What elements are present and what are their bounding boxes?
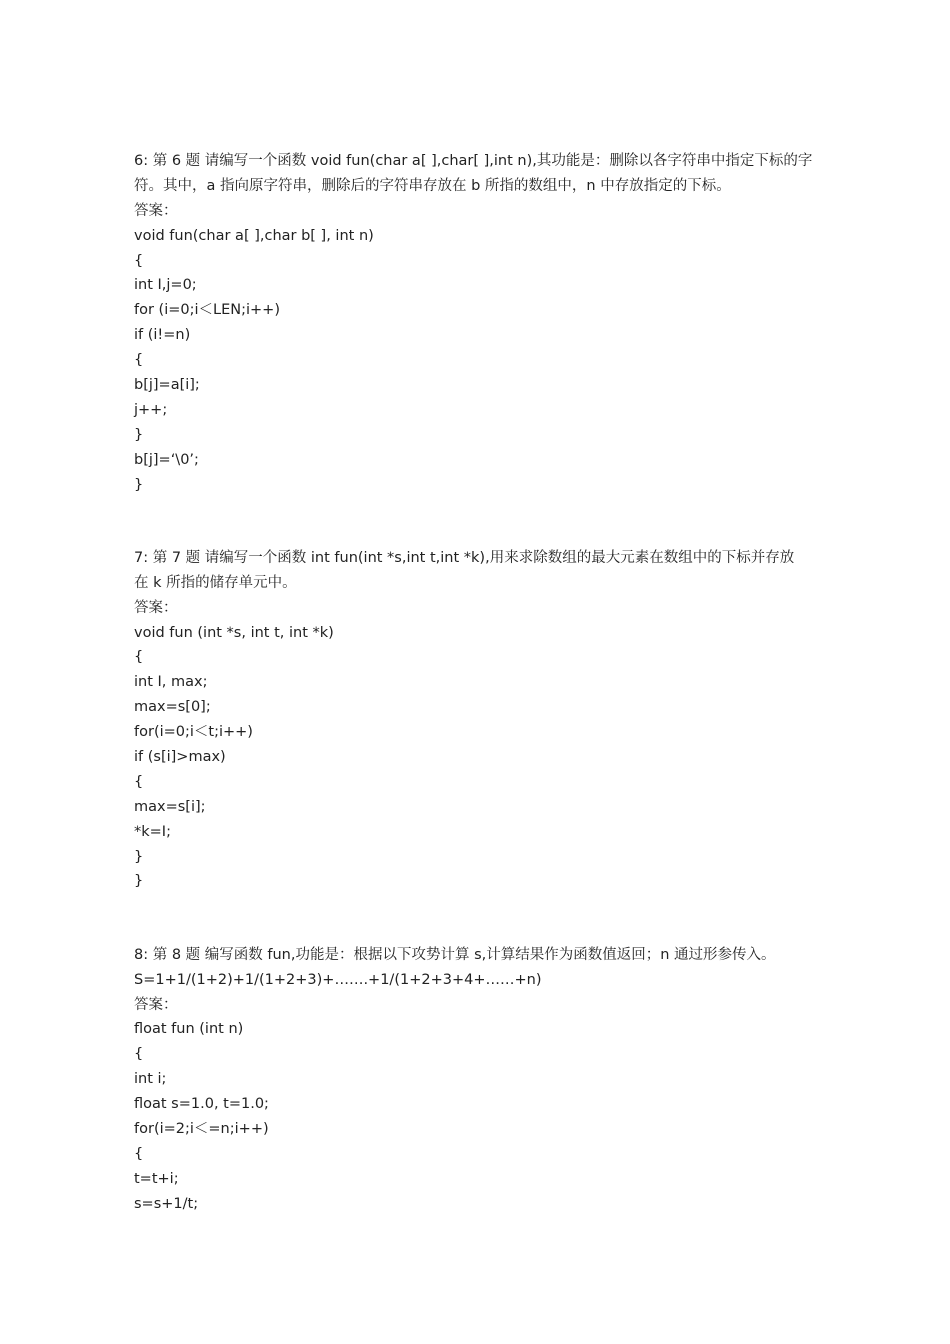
question-6-code-line: for (i=0;i＜LEN;i++) [134,302,280,319]
question-6-code-line: { [134,352,144,369]
question-6-code-line: b[j]=‘\0’; [134,451,199,468]
question-7-code-line: { [134,649,144,666]
question-6-code-line: j++; [134,401,168,418]
question-6-code-line: if (i!=n) [134,327,191,344]
question-6-code-line: b[j]=a[i]; [134,377,200,394]
question-6-code-line: void fun(char a[ ],char b[ ], int n) [134,227,374,244]
question-7-code-line: max=s[i]; [134,798,206,815]
question-6-code-line: } [134,476,144,493]
question-7-code-line: } [134,873,144,890]
question-7-code-line: } [134,848,144,865]
question-8-code-line: { [134,1046,144,1063]
question-6 [134,149,814,497]
question-8 [134,943,814,1217]
question-8-answer-label: 答案： [134,996,178,1013]
question-6-answer-label: 答案： [134,202,178,219]
question-7-code-line: *k=I; [134,823,171,840]
question-7-code-line: int I, max; [134,674,208,691]
question-8-code-line: t=t+i; [134,1170,179,1187]
document-page [134,149,814,1217]
question-8-code-line: float s=1.0, t=1.0; [134,1096,269,1113]
question-7-code-line: { [134,773,144,790]
question-7 [134,546,814,894]
question-8-code-line: { [134,1145,144,1162]
question-8-code-line: int i; [134,1071,167,1088]
question-7-code-line: max=s[0]; [134,699,211,716]
question-6-prompt-line-1: 6: 第 6 题 请编写一个函数 void fun(char a[ ],char[ ],int n),其功能是：删除以各字符串中指定下标的字 [134,153,813,169]
question-7-prompt-line-1: 7: 第 7 题 请编写一个函数 int fun(int *s,int t,int *k),用来求除数组的最大元素在数组中的下标并存放 [134,549,795,566]
question-6-code-line: int I,j=0; [134,277,197,294]
question-8-code-line: s=s+1/t; [134,1195,199,1212]
question-7-code-line: void fun (int *s, int t, int *k) [134,624,334,641]
question-7-answer-label: 答案： [134,599,178,616]
question-8-code-line: float fun (int n) [134,1021,244,1038]
question-8-prompt-line-2: S=1+1/(1+2)+1/(1+2+3)+…….+1/(1+2+3+4+……+n) [134,971,542,988]
question-7-prompt-line-2: 在 k 所指的储存单元中。 [134,574,297,591]
question-6-prompt-line-2: 符。其中，a 指向原字符串，删除后的字符串存放在 b 所指的数组中，n 中存放指定的下标。 [134,177,731,194]
question-7-code-line: if (s[i]>max) [134,748,226,765]
question-8-code-line: for(i=2;i＜=n;i++) [134,1120,269,1137]
question-7-code-line: for(i=0;i＜t;i++) [134,724,253,741]
question-6-code-line: } [134,426,144,443]
question-6-code-line: { [134,252,144,269]
question-8-prompt-line-1: 8: 第 8 题 编写函数 fun,功能是：根据以下攻势计算 s,计算结果作为函数值返回；n 通过形参传入。 [134,946,776,963]
